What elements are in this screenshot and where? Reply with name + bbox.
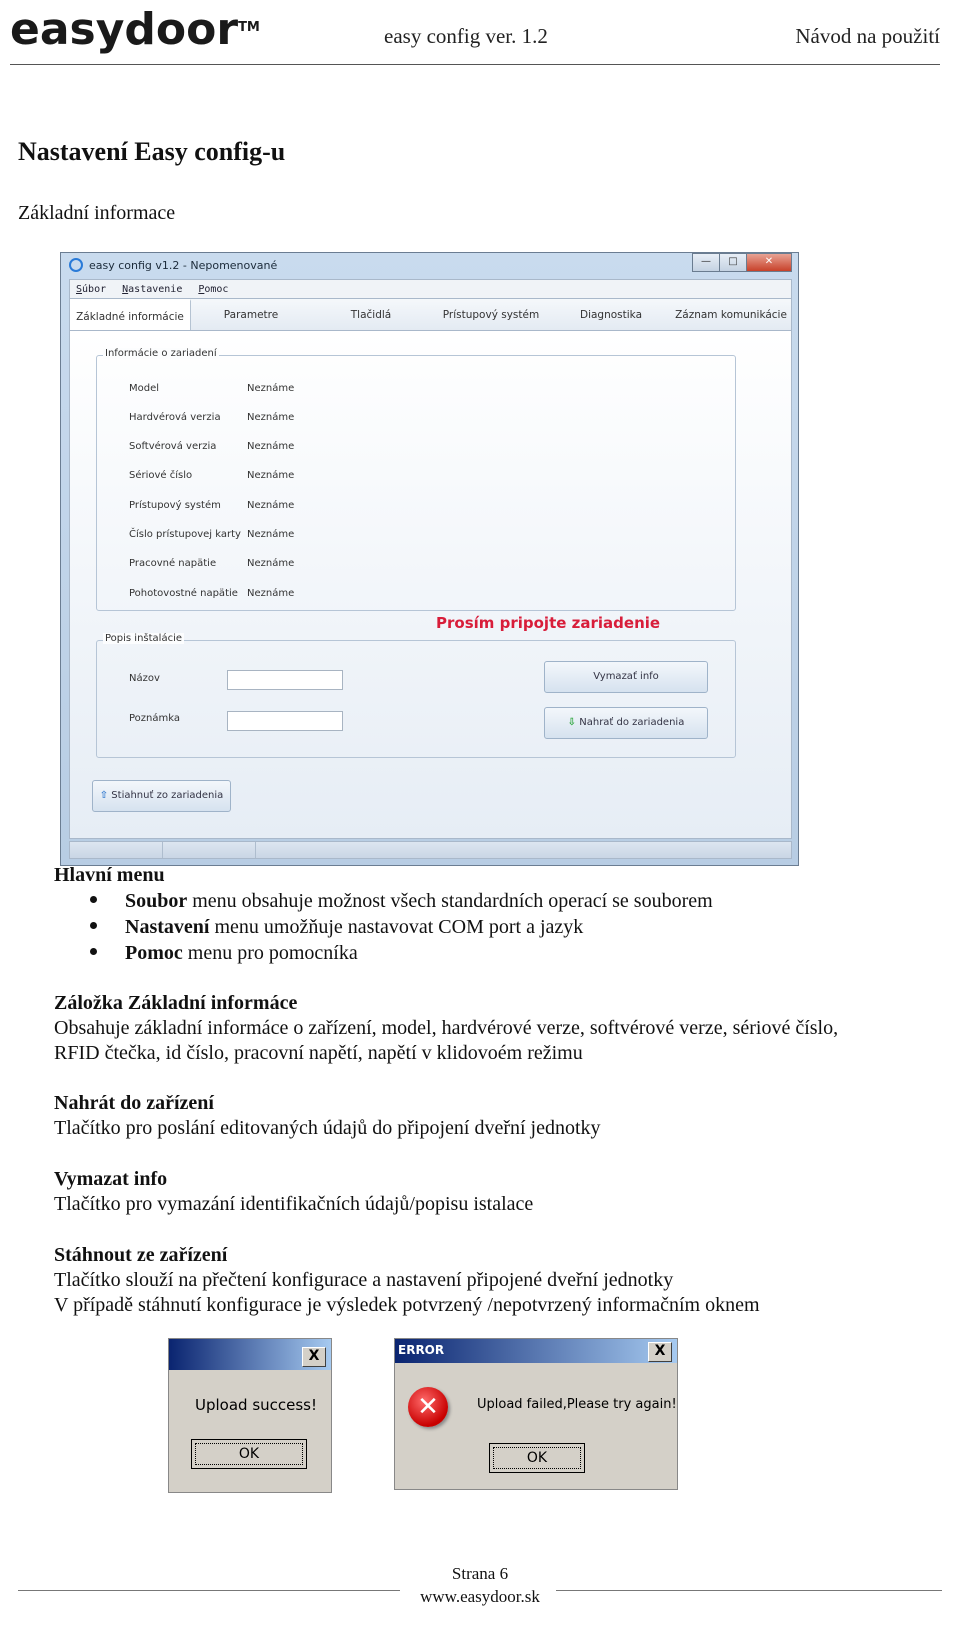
window-controls	[693, 253, 792, 272]
tab-buttons[interactable]: Tlačidlá	[350, 309, 392, 321]
app-icon	[69, 258, 83, 272]
name-input[interactable]	[227, 670, 343, 690]
app-window-screenshot	[60, 252, 799, 866]
main-menu-heading: Hlavní menu	[54, 864, 165, 886]
field-label-serial: Sériové číslo	[129, 470, 193, 481]
bullet-file: Soubor menu obsahuje možnost všech standardních operací se souborem	[125, 890, 713, 912]
header-manual: Návod na použití	[795, 24, 940, 48]
field-label-hw: Hardvérová verzia	[129, 412, 221, 423]
name-label: Názov	[129, 673, 160, 684]
tab-parameters[interactable]: Parametre	[223, 309, 279, 321]
field-label-sw: Softvérová verzia	[129, 441, 217, 452]
bullet-dot	[90, 896, 97, 903]
logo-tm: TM	[238, 20, 260, 35]
download-label: Stiahnuť zo zariadenia	[111, 790, 224, 801]
field-label-model: Model	[129, 383, 160, 394]
error-ok-button[interactable]: OK	[489, 1443, 585, 1473]
status-bar	[69, 841, 792, 859]
tab-comm-log[interactable]: Záznam komunikácie	[675, 309, 787, 321]
header-divider	[10, 64, 940, 65]
window-title-text: easy config v1.2 - Nepomenované	[89, 258, 278, 272]
footer-page-number: Strana 6	[451, 1564, 509, 1583]
field-value-sw: Neznáme	[247, 441, 295, 452]
bullet-settings: Nastavení menu umožňuje nastavovat COM port a jazyk	[125, 916, 584, 938]
footer-url[interactable]: www.easydoor.sk	[420, 1587, 540, 1606]
upload-text: Tlačítko pro poslání editovaných údajů do připojení dveřní jednotky	[54, 1117, 601, 1139]
install-desc-group	[96, 633, 736, 758]
tab-text-line2: RFID čtečka, id číslo, pracovní napětí, napětí v klidovoém režimu	[54, 1042, 583, 1064]
minimize-icon[interactable]: —	[692, 253, 720, 272]
device-info-group	[96, 348, 736, 611]
clear-heading: Vymazat info	[54, 1168, 168, 1190]
field-value-serial: Neznáme	[247, 470, 295, 481]
field-label-access: Prístupový systém	[129, 500, 221, 511]
field-value-hw: Neznáme	[247, 412, 295, 423]
field-value-model: Neznáme	[247, 383, 295, 394]
error-title: ERROR	[398, 1343, 445, 1357]
maximize-icon[interactable]: □	[719, 253, 747, 272]
upload-success-dialog	[168, 1338, 332, 1493]
menu-help[interactable]: Pomoc	[198, 283, 229, 295]
clear-info-button[interactable]	[544, 661, 708, 693]
clear-text: Tlačítko pro vymazání identifikačních údajů/popisu istalace	[54, 1193, 534, 1215]
tab-text-line1: Obsahuje základní informáce o zařízení, model, hardvérové verze, softvérové verze, sériové číslo,	[54, 1017, 839, 1039]
upload-heading: Nahrát do zařízení	[54, 1092, 214, 1114]
close-icon[interactable]: X	[648, 1342, 672, 1362]
page-subtitle: Základní informace	[18, 202, 176, 224]
success-ok-button[interactable]: OK	[191, 1439, 307, 1469]
field-value-standby: Neznáme	[247, 588, 295, 599]
error-icon: ✕	[408, 1387, 448, 1427]
bullet-dot	[90, 948, 97, 955]
field-label-card: Číslo prístupovej karty	[129, 529, 241, 540]
tab-basic-info[interactable]: Základné informácie	[70, 299, 191, 331]
success-message: Upload success!	[195, 1396, 318, 1414]
download-from-device-button[interactable]	[92, 780, 231, 812]
download-text-line1: Tlačítko slouží na přečtení konfigurace a nastavení připojené dveřní jednotky	[54, 1269, 674, 1291]
header-version: easy config ver. 1.2	[384, 24, 548, 48]
page-title: Nastavení Easy config-u	[18, 137, 286, 166]
bullet-help: Pomoc menu pro pomocníka	[125, 942, 358, 964]
menu-file[interactable]: Súbor	[76, 283, 107, 295]
window-body	[69, 330, 792, 839]
menu-settings[interactable]: Nastavenie	[122, 283, 183, 295]
logo-text: easydoor	[10, 4, 239, 55]
upload-label: Nahrať do zariadenia	[579, 717, 685, 728]
clear-info-label: Vymazať info	[593, 671, 659, 682]
window-title	[69, 258, 277, 272]
field-value-voltage: Neznáme	[247, 558, 295, 569]
bullet-dot	[90, 922, 97, 929]
window-tabs	[69, 298, 792, 331]
close-icon[interactable]: ✕	[746, 253, 792, 272]
field-value-access: Neznáme	[247, 500, 295, 511]
error-message: Upload failed,Please try again!	[477, 1397, 677, 1412]
download-heading: Stáhnout ze zařízení	[54, 1244, 228, 1266]
upload-error-dialog	[394, 1338, 678, 1490]
field-value-card: Neznáme	[247, 529, 295, 540]
download-arrow-icon: ⇩	[567, 717, 577, 728]
upload-arrow-icon: ⇧	[99, 790, 109, 801]
tab-heading: Záložka Základní informáce	[54, 992, 298, 1014]
tab-access-system[interactable]: Prístupový systém	[442, 309, 540, 321]
download-text-line2: V případě stáhnutí konfigurace je výsledek potvrzený /nepotvrzený informačním oknem	[54, 1294, 760, 1316]
field-label-voltage: Pracovné napätie	[129, 558, 217, 569]
upload-to-device-button[interactable]	[544, 707, 708, 739]
device-info-label: Informácie o zariadení	[105, 348, 217, 359]
connect-device-message: Prosím pripojte zariadenie	[436, 614, 661, 632]
window-menubar	[69, 279, 792, 299]
install-desc-label: Popis inštalácie	[105, 633, 183, 644]
close-icon[interactable]: X	[302, 1347, 326, 1367]
tab-diagnostics[interactable]: Diagnostika	[579, 309, 642, 321]
field-label-standby: Pohotovostné napätie	[129, 588, 238, 599]
easydoor-logo	[10, 2, 260, 58]
note-label: Poznámka	[129, 713, 180, 724]
note-input[interactable]	[227, 711, 343, 731]
